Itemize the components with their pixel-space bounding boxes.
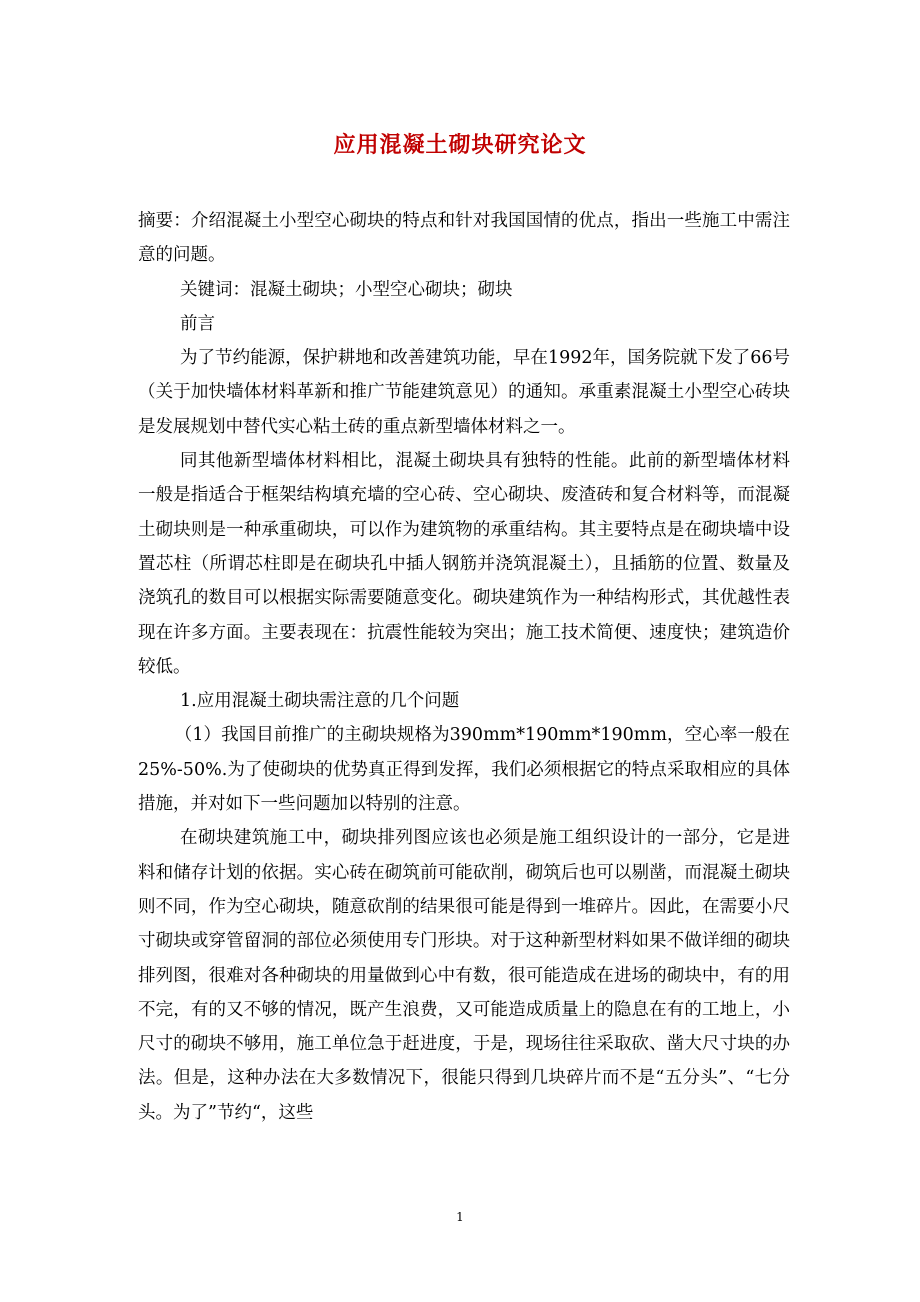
abstract-paragraph: 摘要：介绍混凝土小型空心砌块的特点和针对我国国情的优点，指出一些施工中需注意的问题。 bbox=[138, 211, 790, 266]
body-paragraph: 在砌块建筑施工中，砌块排列图应该也必须是施工组织设计的一部分，它是进料和储存计划的依据。实心砖在砌筑前可能砍削，砌筑后也可以剔凿，而混凝土砌块则不同，作为空心砌块，随意砍削的结果很可能是得到一堆碎片。因此，在需要小尺寸砌块或穿管留洞的部位必须使用专门形块。对于这种新型材料如果不做详细的砌块排列图，很难对各种砌块的用量做到心中有数，很可能造成在进场的砌块中，有的用不完，有的又不够的情况，既产生浪费，又可能造成质量上的隐息在有的工地上，小尺寸的砌块不够用，施工单位急于赶进度，于是，现场往往采取砍、凿大尺寸块的办法。但是，这种办法在大多数情况下，很能只得到几块碎片而不是“五分头”、“七分头。为了”节约“，这些 bbox=[138, 828, 790, 1123]
body-paragraph: （1）我国目前推广的主砌块规格为390mm*190mm*190mm，空心率一般在25%-50%.为了使砌块的优势真正得到发挥，我们必须根据它的特点采取相应的具体措施，并对如下一些问题加以特别的注意。 bbox=[138, 725, 790, 815]
document-body bbox=[138, 204, 790, 1130]
keywords-paragraph: 关键词：混凝土砌块；小型空心砌块；砌块 bbox=[180, 279, 513, 300]
section-heading: 1.应用混凝土砌块需注意的几个问题 bbox=[180, 691, 460, 712]
foreword-heading: 前言 bbox=[180, 313, 215, 334]
body-paragraph: 同其他新型墙体材料相比，混凝土砌块具有独特的性能。此前的新型墙体材料一般是指适合于框架结构填充墙的空心砖、空心砌块、废渣砖和复合材料等，而混凝土砌块则是一种承重砌块，可以作为建筑物的承重结构。其主要特点是在砌块墙中设置芯柱（所谓芯柱即是在砌块孔中插人钢筋并浇筑混凝土），且插筋的位置、数量及浇筑孔的数目可以根据实际需要随意变化。砌块建筑作为一种结构形式，其优越性表现在许多方面。主要表现在：抗震性能较为突出；施工技术简便、速度快；建筑造价较低。 bbox=[138, 451, 790, 677]
document-title: 应用混凝土砌块研究论文 bbox=[333, 132, 587, 158]
page-number: 1 bbox=[456, 1210, 464, 1224]
body-paragraph: 为了节约能源，保护耕地和改善建筑功能，早在1992年，国务院就下发了66号（关于加快墙体材料革新和推广节能建筑意见）的通知。承重素混凝土小型空心砖块是发展规划中替代实心粘土砖的重点新型墙体材料之一。 bbox=[138, 348, 790, 437]
